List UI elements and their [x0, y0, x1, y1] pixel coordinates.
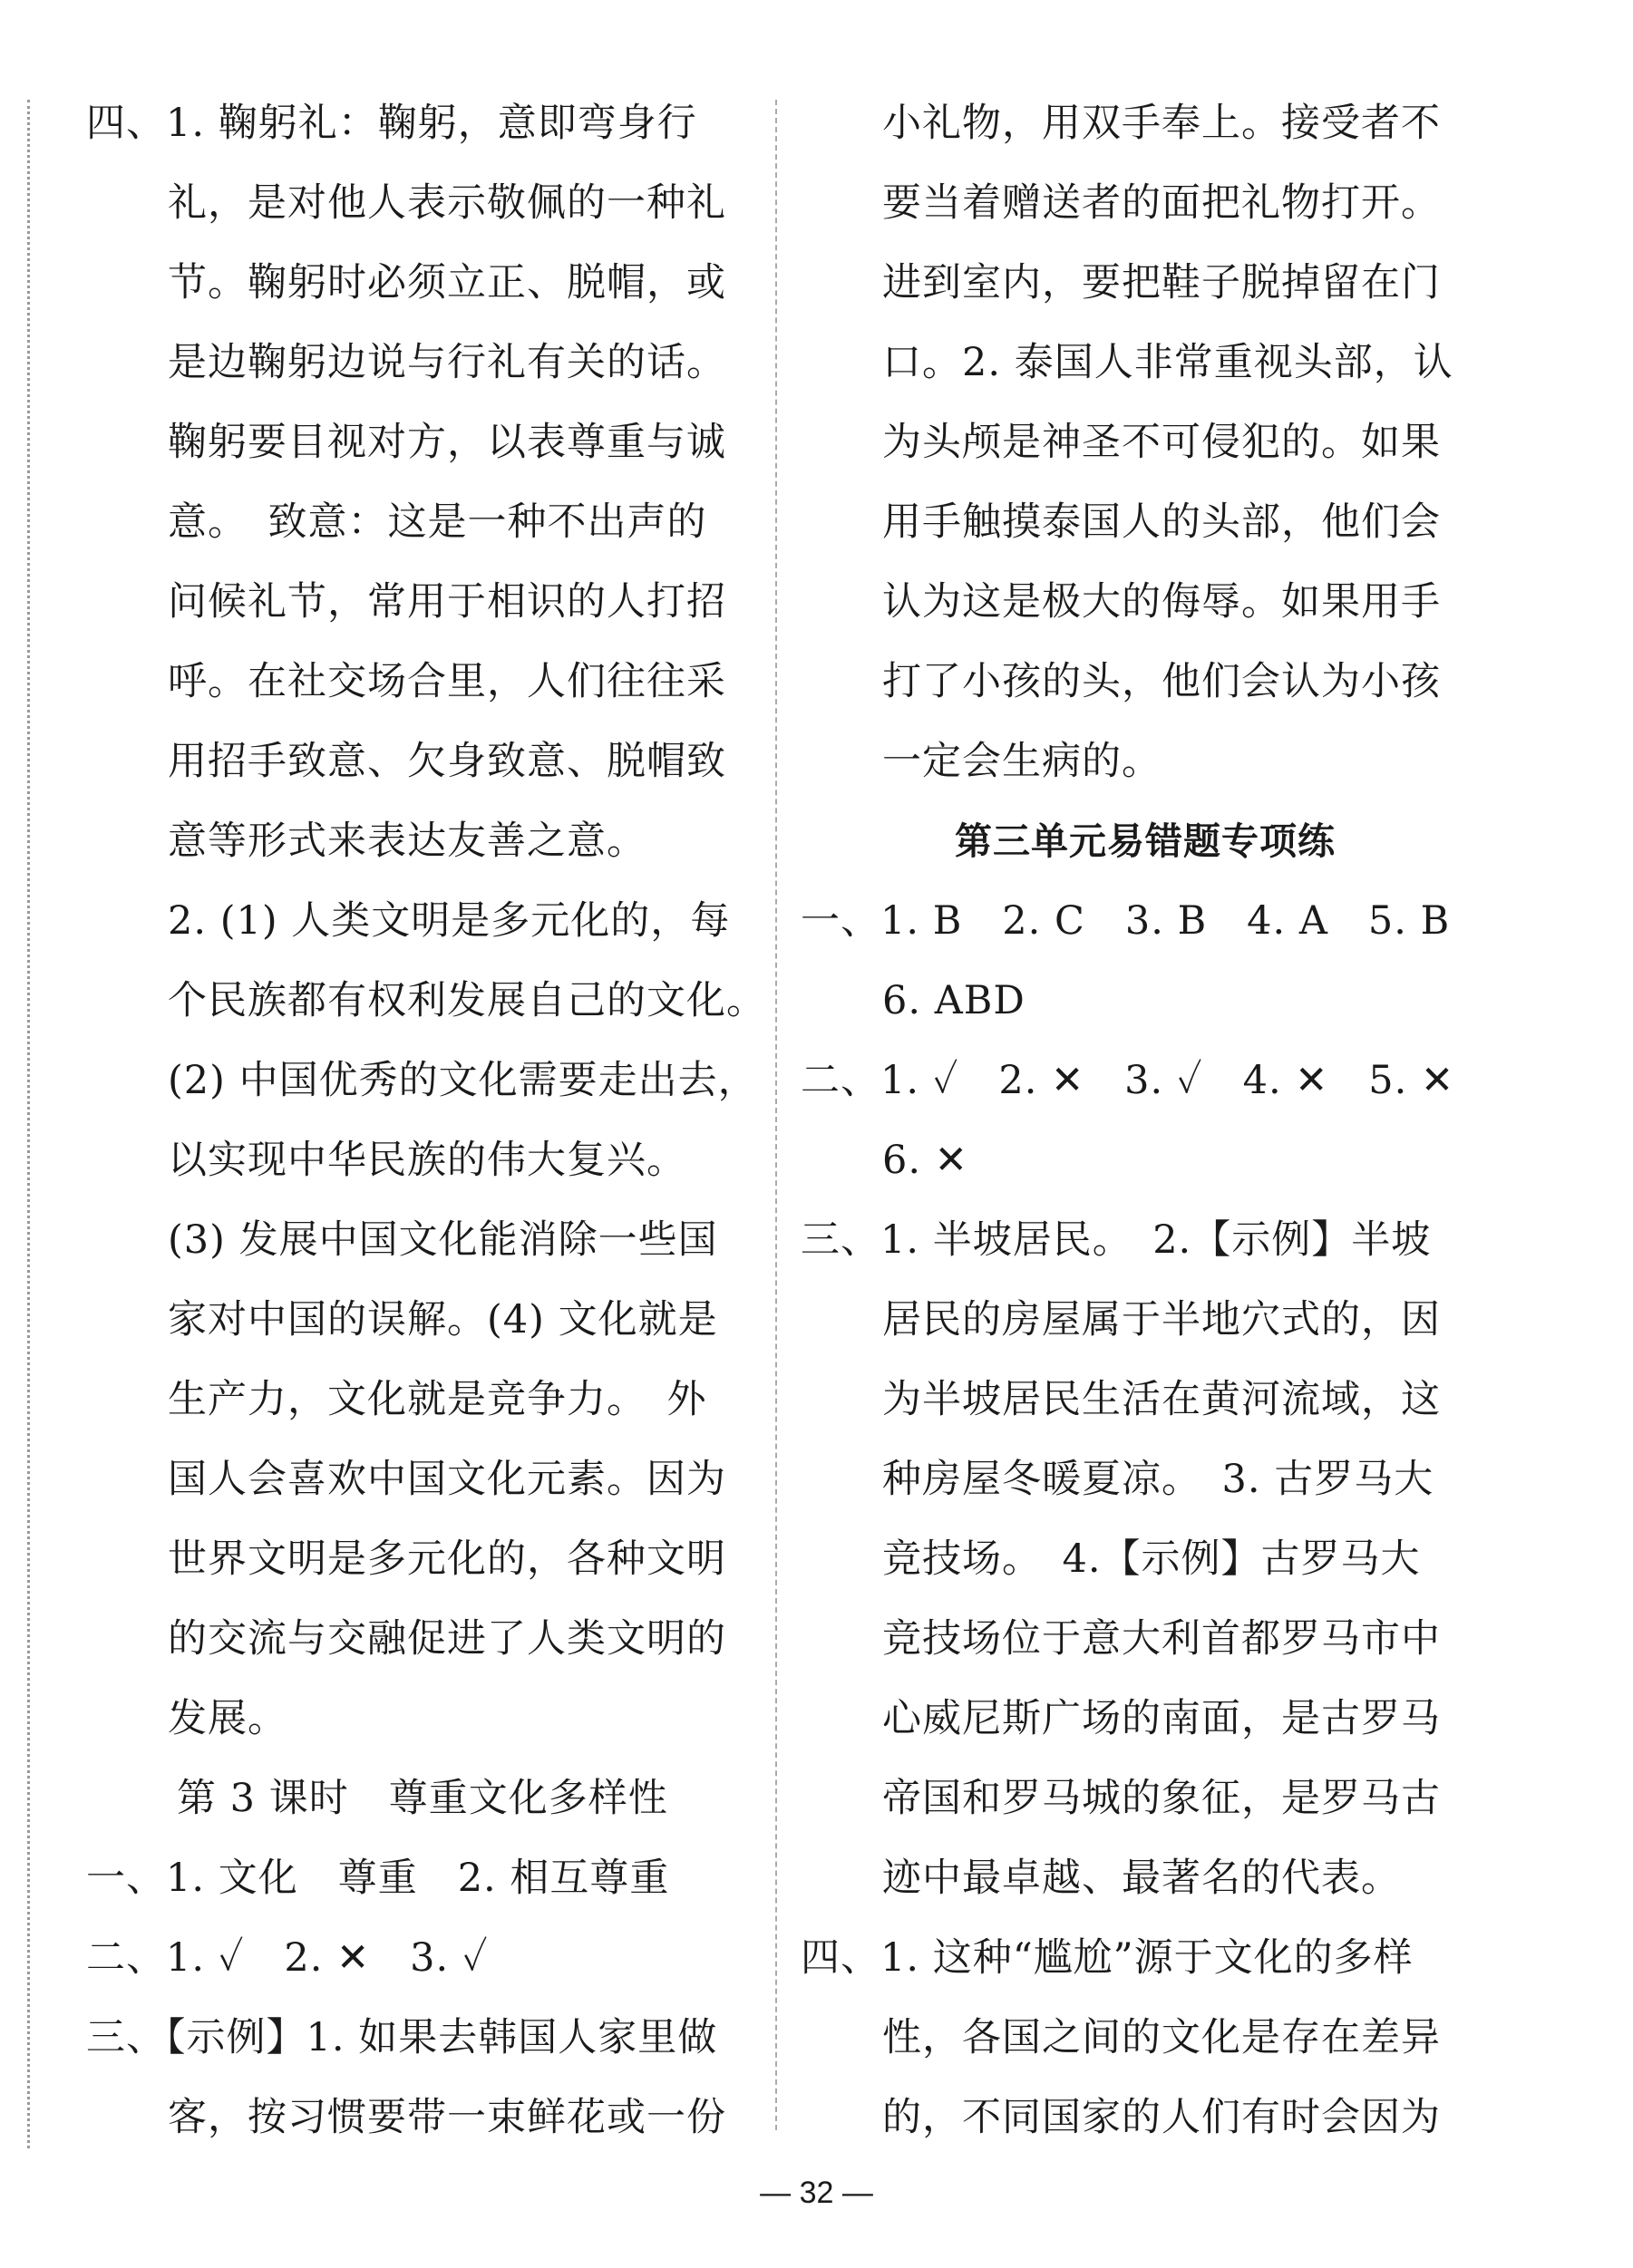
text-line: 以实现中华民族的伟大复兴。 [168, 1138, 686, 1183]
text-line: 鞠躬要目视对方，以表尊重与诚 [168, 420, 726, 465]
text-line: 6. ABD [882, 978, 1025, 1023]
text-line: 帝国和罗马城的象征，是罗马古 [882, 1776, 1441, 1821]
text-line: 意。 致意：这是一种不出声的 [168, 499, 707, 545]
text-line: 的交流与交融促进了人类文明的 [168, 1616, 726, 1662]
text-line: 居民的房屋属于半地穴式的，因 [882, 1297, 1441, 1342]
text-line: 四、1. 这种“尴尬”源于文化的多样 [801, 1935, 1414, 1981]
page-number: — 32 — [760, 2176, 873, 2210]
text-line: 三、1. 半坡居民。 2.【示例】半坡 [801, 1217, 1432, 1263]
text-line: 为半坡居民生活在黄河流域，这 [882, 1377, 1441, 1422]
text-line: 种房屋冬暖夏凉。 3. 古罗马大 [882, 1457, 1434, 1502]
text-line: 问候礼节，常用于相识的人打招 [168, 579, 726, 625]
text-line: 一定会生病的。 [882, 739, 1162, 784]
text-line: 心威尼斯广场的南面，是古罗马 [882, 1696, 1441, 1741]
text-line: 性，各国之间的文化是存在差异 [882, 2015, 1441, 2060]
section-heading: 第三单元易错题专项练 [955, 819, 1336, 863]
text-line: 生产力，文化就是竞争力。 外 [168, 1377, 707, 1422]
text-line: 一、1. 文化 尊重 2. 相互尊重 [86, 1856, 670, 1901]
text-line: 2. (1) 人类文明是多元化的，每 [168, 898, 731, 944]
text-line: 三、【示例】1. 如果去韩国人家里做 [86, 2015, 718, 2060]
text-line: 要当着赠送者的面把礼物打开。 [882, 180, 1441, 226]
text-line: 礼，是对他人表示敬佩的一种礼 [168, 180, 726, 226]
text-line: 国人会喜欢中国文化元素。因为 [168, 1457, 726, 1502]
text-line: 小礼物，用双手奉上。接受者不 [882, 101, 1441, 146]
text-line: 为头颅是神圣不可侵犯的。如果 [882, 420, 1441, 465]
text-line: 是边鞠躬边说与行礼有关的话。 [168, 340, 726, 385]
text-line: 竞技场。 4.【示例】古罗马大 [882, 1536, 1421, 1582]
right-column [801, 83, 1490, 2157]
text-line: 竞技场位于意大利首都罗马市中 [882, 1616, 1441, 1662]
text-line: 打了小孩的头，他们会认为小孩 [882, 659, 1441, 704]
lesson-heading: 第 3 课时 尊重文化多样性 [177, 1776, 668, 1821]
text-line: 用手触摸泰国人的头部，他们会 [882, 499, 1441, 545]
text-line: 意等形式来表达友善之意。 [168, 819, 646, 864]
text-line: 发展。 [168, 1696, 287, 1741]
text-line: 一、1. B 2. C 3. B 4. A 5. B [801, 898, 1451, 944]
column-divider [775, 100, 777, 2130]
text-line: 个民族都有权利发展自己的文化。 [168, 978, 766, 1023]
binding-margin [27, 100, 30, 2148]
text-line: 节。鞠躬时必须立正、脱帽，或 [168, 260, 726, 305]
text-line: 的，不同国家的人们有时会因为 [882, 2095, 1441, 2140]
text-line: 四、1. 鞠躬礼：鞠躬，意即弯身行 [86, 101, 697, 146]
text-line: 迹中最卓越、最著名的代表。 [882, 1856, 1401, 1901]
text-line: (3) 发展中国文化能消除一些国 [168, 1217, 718, 1263]
text-line: 二、1. ✓ 2. ✕ 3. ✓ [86, 1935, 489, 1981]
left-column [86, 83, 766, 2157]
text-line: 口。2. 泰国人非常重视头部，认 [882, 340, 1453, 385]
text-line: 家对中国的误解。(4) 文化就是 [168, 1297, 718, 1342]
text-line: 用招手致意、欠身致意、脱帽致 [168, 739, 726, 784]
text-line: 认为这是极大的侮辱。如果用手 [882, 579, 1441, 625]
text-line: 二、1. ✓ 2. ✕ 3. ✓ 4. ✕ 5. ✕ [801, 1058, 1455, 1103]
text-line: 进到室内，要把鞋子脱掉留在门 [882, 260, 1441, 305]
text-line: 6. ✕ [882, 1138, 968, 1183]
text-line: 世界文明是多元化的，各种文明 [168, 1536, 726, 1582]
text-line: 呼。在社交场合里，人们往往采 [168, 659, 726, 704]
text-line: (2) 中国优秀的文化需要走出去， [168, 1058, 758, 1103]
text-line: 客，按习惯要带一束鲜花或一份 [168, 2095, 726, 2140]
